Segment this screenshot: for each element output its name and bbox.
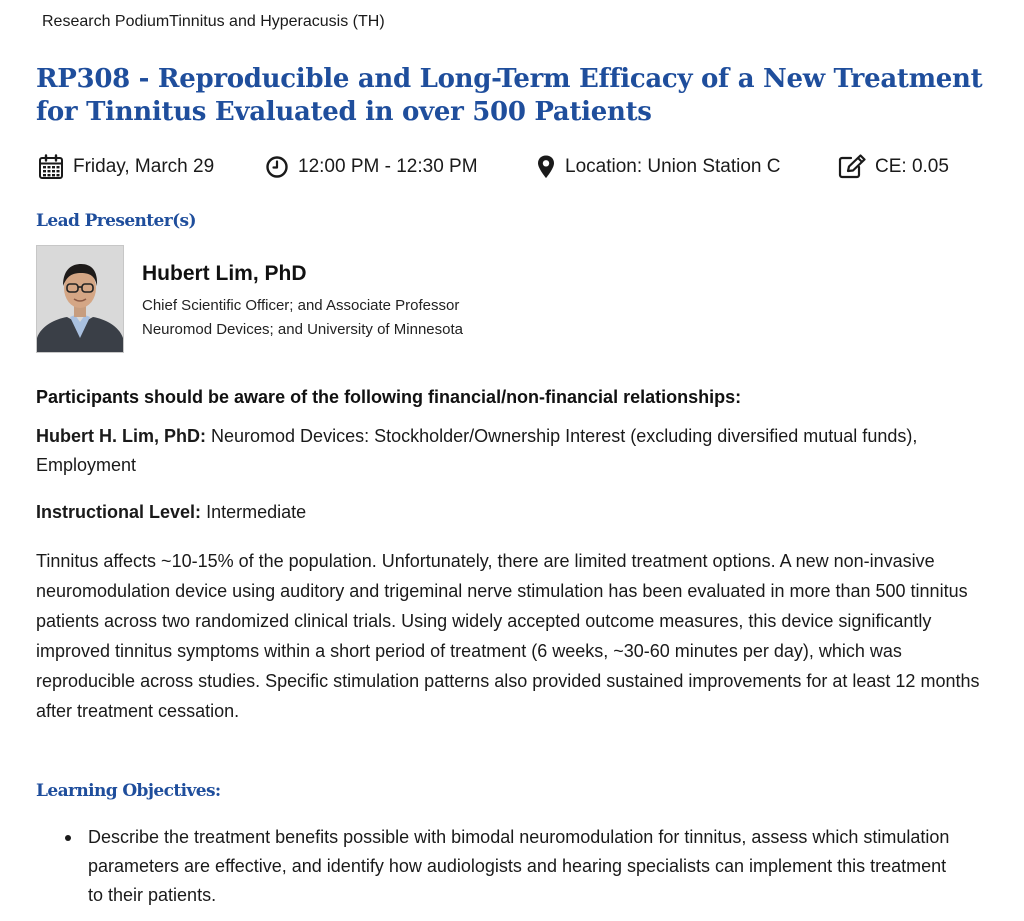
session-location-text: Location: Union Station C bbox=[565, 156, 781, 177]
session-meta bbox=[0, 152, 1024, 182]
bullet-icon bbox=[65, 835, 71, 841]
presenter-photo[interactable] bbox=[36, 245, 124, 353]
lead-presenters-heading: Lead Presenter(s) bbox=[36, 211, 196, 231]
learning-objectives-list bbox=[36, 823, 966, 910]
map-pin-icon bbox=[536, 154, 556, 180]
disclosure-heading: Participants should be aware of the following financial/non-financial relationships: bbox=[36, 387, 742, 407]
session-date bbox=[38, 152, 214, 182]
session-abstract: Tinnitus affects ~10-15% of the population. Unfortunately, there are limited treatment options. A new non-invasive neuromodulation device using auditory and trigeminal nerve stimulation has been evaluated in more than 500 tinnitus patients across two randomized clinical trials. Using widely accepted outcome measures, this device significantly improved tinnitus symptoms within a short period of treatment (6 weeks, ~30-60 minutes per day), which was reproducible across studies. Specific stimulation patterns also provided sustained improvements for at least 12 months after treatment cessation. bbox=[36, 551, 980, 721]
instructional-level-value: Intermediate bbox=[206, 502, 307, 522]
learning-objectives-heading: Learning Objectives: bbox=[36, 781, 221, 801]
disclosure-person: Hubert H. Lim, PhD: bbox=[36, 426, 206, 446]
session-time bbox=[265, 152, 478, 182]
presenter-organization: Neuromod Devices; and University of Minnesota bbox=[142, 321, 463, 338]
instructional-level bbox=[36, 502, 306, 523]
breadcrumb[interactable]: Research PodiumTinnitus and Hyperacusis (TH) bbox=[42, 13, 385, 30]
clock-icon bbox=[265, 155, 289, 179]
session-location bbox=[536, 152, 780, 182]
instructional-level-label: Instructional Level: bbox=[36, 502, 202, 522]
calendar-icon bbox=[38, 154, 64, 180]
presenter-title: Chief Scientific Officer; and Associate Professor bbox=[142, 297, 460, 314]
edit-icon bbox=[838, 154, 866, 180]
objective-text: Describe the treatment benefits possible with bimodal neuromodulation for tinnitus, assess which stimulation parameters are effective, and identify how audiologists and hearing specialists can implement this treatment to their patients. bbox=[88, 827, 950, 905]
session-ce bbox=[838, 152, 949, 182]
session-title: RP308 - Reproducible and Long-Term Efficacy of a New Treatment for Tinnitus Evaluated in over 500 Patients bbox=[36, 64, 983, 127]
list-item bbox=[36, 823, 966, 910]
disclosure-text bbox=[36, 422, 976, 480]
session-time-text: 12:00 PM - 12:30 PM bbox=[298, 156, 478, 177]
presenter-portrait-image bbox=[37, 246, 123, 352]
session-ce-text: CE: 0.05 bbox=[875, 156, 949, 177]
disclosure-relationships: Neuromod Devices: Stockholder/Ownership Interest (excluding diversified mutual funds), Employment bbox=[36, 426, 918, 475]
presenter-name[interactable]: Hubert Lim, PhD bbox=[142, 262, 307, 285]
session-date-text: Friday, March 29 bbox=[73, 156, 215, 177]
